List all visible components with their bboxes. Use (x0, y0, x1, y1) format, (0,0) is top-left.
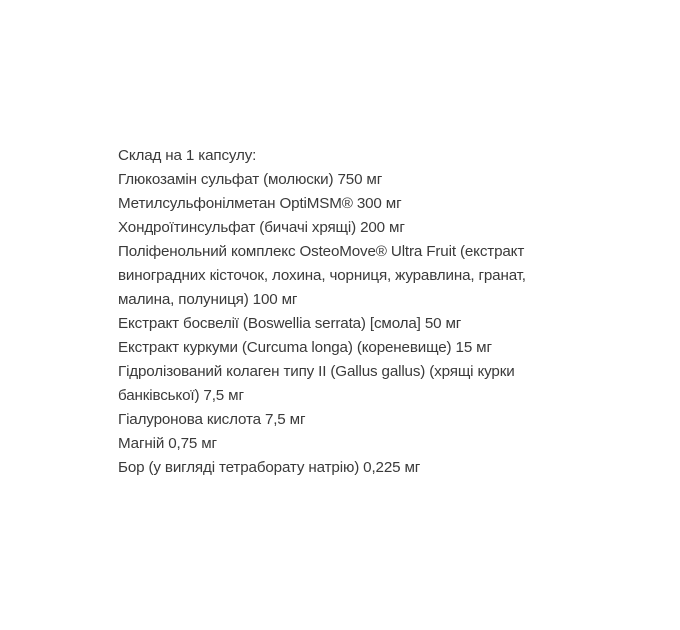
ingredient-line: виноградних кісточок, лохина, чорниця, журавлина, гранат, (118, 267, 526, 284)
ingredient-line: Поліфенольний комплекс OsteoMove® Ultra Fruit (екстракт (118, 243, 525, 260)
ingredient-line: Глюкозамін сульфат (молюски) 750 мг (118, 171, 383, 188)
ingredient-line: Хондроїтинсульфат (бичачі хрящі) 200 мг (118, 219, 405, 236)
composition-heading: Склад на 1 капсулу: (118, 147, 257, 164)
ingredient-line: Екстракт куркуми (Curcuma longa) (кореневище) 15 мг (118, 339, 492, 356)
ingredient-line: Магній 0,75 мг (118, 435, 217, 452)
ingredient-line: Бор (у вигляді тетраборату натрію) 0,225 мг (118, 459, 421, 476)
composition-block (118, 144, 568, 480)
ingredient-line: малина, полуниця) 100 мг (118, 291, 298, 308)
ingredient-line: Гіалуронова кислота 7,5 мг (118, 411, 306, 428)
ingredient-line: банківської) 7,5 мг (118, 387, 244, 404)
ingredient-line: Метилсульфонілметан OptiMSM® 300 мг (118, 195, 402, 212)
ingredient-line: Гідролізований колаген типу II (Gallus gallus) (хрящі курки (118, 363, 515, 380)
ingredient-line: Екстракт босвелії (Boswellia serrata) [смола] 50 мг (118, 315, 462, 332)
